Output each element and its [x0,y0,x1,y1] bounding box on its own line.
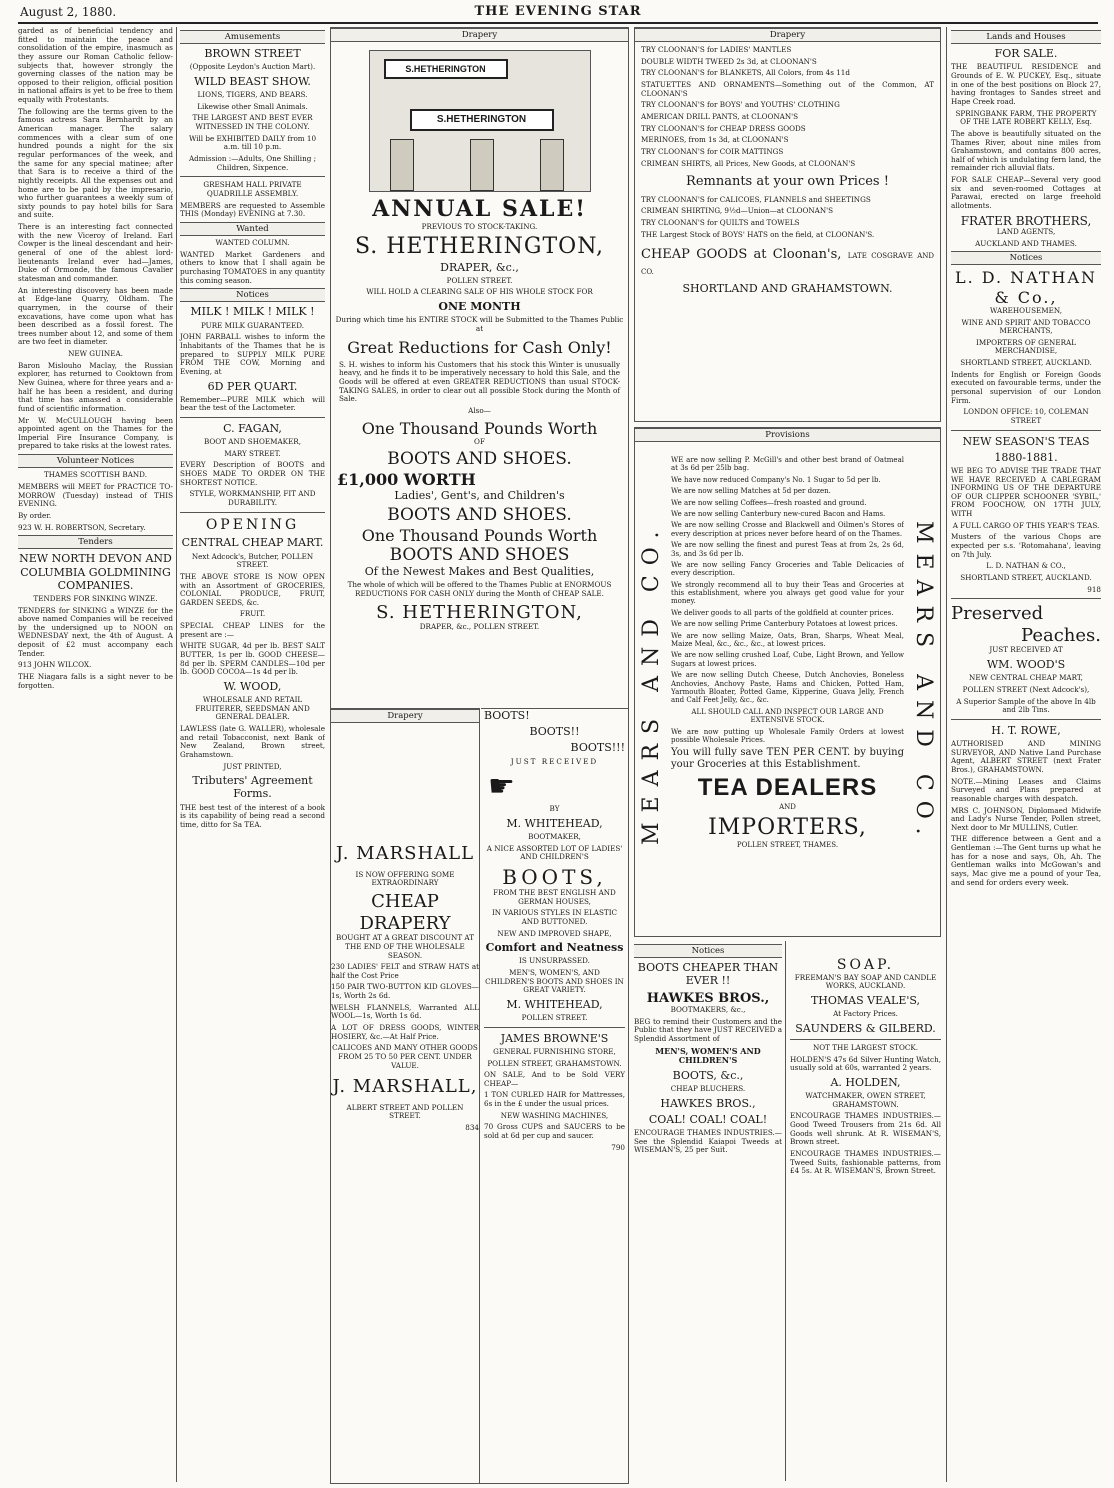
ad-text: THE difference between a Gent and a Gentleman :—The Gent turns up what he has for a nose and says, Oh, Ah. The Gentleman walks into McGowan's and says, Mac give me a pound of your Tea, and send for orders every week. [951,834,1101,887]
ad-text: CALICOES AND MANY OTHER GOODS FROM 25 TO 50 PER CENT. UNDER VALUE. [332,1043,478,1070]
ad-text: Next Adcock's, Butcher, POLLEN STREET. [191,551,314,570]
ad-headline: BOOTS! [484,709,530,722]
notice-text: By order. [18,510,52,520]
ad-text: SHORTLAND STREET, AUCKLAND. [960,358,1092,368]
ad-title: J. MARSHALL [335,843,475,865]
shop-door [470,139,494,191]
ad-subtitle: FRUIT. [239,609,266,619]
ad-text: At Factory Prices. [833,1009,898,1019]
ad-text: A NICE ASSORTED LOT OF LADIES' AND CHILDREN'S [486,843,623,862]
ad-title: A. HOLDEN, [830,1076,901,1090]
ad-title: FOR SALE. [994,47,1058,61]
ad-text: THE BEAUTIFUL RESIDENCE and Grounds of E. W. PUCKEY, Esq., situate in one of the best positions on Block 27, having frontages to Sandes street and Hape Creek road. [951,62,1101,106]
ad-text: POLLEN STREET. [521,1013,588,1023]
ad-text: POLLEN STREET, THAMES. [736,840,839,849]
ad-title: M. WHITEHEAD, [506,816,603,830]
section-header: Drapery [331,28,628,42]
ad-text: DRAPER, &c., [440,260,519,274]
ad-number: 790 [611,1142,625,1152]
ad-line: STATUETTES AND ORNAMENTS—Something out of the Common, AT CLOONAN'S [641,80,934,98]
article-paragraph: Baron Mislouho Maclay, the Russian explorer, has returned to Cooktown from New Guinea, where for three years and a-half he has been a resident, and during that time has amassed a considerable fund of scientific information. [18,360,173,413]
ad-line: TRY CLOONAN'S for BLANKETS, All Colors, from 4s 11d [641,68,850,78]
ad-line: We are now selling Prime Canterbury Potatoes at lowest prices. [671,620,898,629]
ad-text: MEMBERS are requested to Assemble THIS (Monday) EVENING at 7.30. [180,200,325,219]
ad-headline: IMPORTERS, [708,814,867,840]
cloonan-ad [634,27,941,422]
ad-text: LAND AGENTS, [996,227,1056,237]
shop-illustration [369,50,591,192]
ad-text: 1 TON CURLED HAIR for Mattresses, 6s in the £ under the usual prices. [484,1090,625,1109]
ad-headline: MEN'S, WOMEN'S AND CHILDREN'S [655,1045,761,1066]
advertisement-text: Mr W. McCULLOUGH having been appointed agent on the Thames for the Imperial Fire Insurance Company, is prepared to take risks at the lowest rates. [18,415,173,451]
ad-text: WATCHMAKER, OWEN STREET, GRAHAMSTOWN. [805,1091,926,1109]
ad-headline: £1,000 WORTH [337,469,476,489]
ad-title: ONE MONTH [438,300,521,314]
divider [951,430,1101,431]
ad-title: SOAP. [836,957,895,973]
ad-text: ALBERT STREET AND POLLEN STREET. [346,1102,464,1121]
column-3 [330,27,629,1484]
shop-door [390,139,414,191]
ad-number: 834 [465,1123,479,1133]
ad-line: TRY CLOONAN'S for BOYS' and YOUTHS' CLOTHING [641,100,840,110]
ad-text: EVERY Description of BOOTS and SHOES MADE TO ORDER ON THE SHORTEST NOTICE. [180,460,325,487]
ad-line: AMERICAN DRILL PANTS, at CLOONAN'S [641,112,799,122]
ad-subtitle: CHEAP BLUCHERS. [670,1084,746,1094]
soap-ad [790,941,941,1481]
ad-line: THE Largest Stock of BOYS' HATS on the field, at CLOONAN'S. [641,229,875,239]
ad-text: BOOTMAKERS, &c., [670,1005,746,1015]
ad-text: Admission :—Adults, One Shilling ; Children, Sixpence. [188,154,317,172]
pointing-hand-icon: ☛ [488,769,515,805]
divider [180,176,325,177]
ad-headline: BOOTS!!! [570,741,625,755]
ad-text: L. D. NATHAN & CO., [986,561,1066,571]
vertical-banner-right: MEARS AND CO. [911,521,936,845]
ad-text: DRAPER, &c., POLLEN STREET. [419,622,540,632]
ad-title: HAWKES BROS., [646,990,770,1006]
cheap-goods: CHEAP GOODS at Cloonan's, [641,247,842,263]
ad-text: THE LARGEST AND BEST EVER WITNESSED IN THE COLONY. [192,113,313,132]
ad-line: TRY CLOONAN'S for COIR MATTINGS [641,146,784,156]
divider [484,1027,625,1028]
ad-headline: BOOTS, [502,864,607,889]
ad-text: IS UNSURPASSED. [519,956,590,966]
ad-text: MRS C. JOHNSON, Diplomaed Midwife and Lady's Nurse Tender, Pollen street, Next door to Mr MULLINS, Cutler. [951,805,1101,832]
notice-text: MEMBERS will MEET for PRACTICE TO-MORROW (Tuesday) instead of THIS EVENING. [18,481,173,509]
ad-headline: COAL! COAL! COAL! [648,1112,768,1126]
ad-line: We have now reduced Company's No. 1 Sugar to 5d per lb. [671,475,881,484]
ad-text: Also— [468,405,491,415]
shop-door [540,139,564,191]
ad-text: PREVIOUS TO STOCK-TAKING. [421,221,538,231]
ad-text: LAWLESS (late G. WALLER), wholesale and retail Tobacconist, next Bank of New Zealand, Brown street, Grahamstown. [180,724,325,759]
ad-title: JUST PRINTED, [223,761,282,771]
ad-text: POLLEN STREET. [446,275,513,285]
ad-text: JUST RECEIVED [510,756,599,766]
ad-headline: Peaches. [1021,624,1101,646]
notice-signature: 913 JOHN WILCOX. [18,660,92,670]
ad-text: BOOT AND SHOEMAKER, [204,437,301,447]
ad-text: NEW CENTRAL CHEAP MART, [969,673,1083,683]
notice-signature: 923 W. H. ROBERTSON, Secretary. [18,522,146,532]
ad-text: IS NOW OFFERING SOME EXTRAORDINARY [355,869,455,888]
ad-line: We are now selling Coffees—fresh roasted and ground. [671,498,867,507]
ad-headline: One Thousand Pounds Worth [361,525,598,545]
ad-title: GRESHAM HALL PRIVATE QUADRILLE ASSEMBLY. [203,180,302,198]
ad-line: We are now selling Matches at 5d per dozen. [671,487,831,496]
column-4 [634,27,941,1482]
ad-text: HOLDEN'S 47s 6d Silver Hunting Watch, usually sold at 60s, warranted 2 years. [790,1054,941,1073]
section-header: Notices [634,944,782,958]
ad-text: ON SALE, And to be Sold VERY CHEAP— [484,1070,625,1088]
ad-text: Ladies', Gent's, and Children's [394,488,565,502]
provisions-list [671,456,904,926]
ad-title: S. HETHERINGTON, [354,234,605,260]
ad-text: MARY STREET. [224,448,281,458]
divider [180,417,325,418]
ad-text: NEW WASHING MACHINES, [500,1110,609,1120]
ad-text: 230 LADIES' FELT and STRAW HATS at half the Cost Price [331,962,479,980]
ad-text: 150 PAIR TWO-BUTTON KID GLOVES—1s, Worth 2s 6d. [331,982,479,1001]
ad-headline: ANNUAL SALE! [372,196,587,223]
notice-subtitle: TENDERS FOR SINKING WINZE. [33,593,158,603]
divider [951,719,1101,720]
mears-ad [634,427,941,937]
ad-text: Indents for English or Foreign Goods executed on favourable terms, under the personal supervision of our London Firm. [951,369,1101,405]
article-heading: NEW GUINEA. [68,349,123,359]
ad-line: CRIMEAN SHIRTING, 9½d—Union—at CLOONAN'S [641,206,834,216]
section-header: Tenders [18,535,173,549]
ad-text: STYLE, WORKMANSHIP, FIT AND DURABILITY. [189,489,316,507]
ad-title: M. WHITEHEAD, [506,997,603,1011]
ad-headline: BOOTS AND SHOES. [387,449,572,470]
ad-text: Will be EXHIBITED DAILY from 10 a.m. till 10 p.m. [188,133,317,152]
ad-text: THE best test of the interest of a book is its capability of being read a second time, ditto for Sa TEA. [180,802,325,829]
ad-text: WELSH FLANNELS, Warranted ALL WOOL—1s, Worth 1s 6d. [331,1002,479,1021]
ad-text: AUTHORISED AND MINING SURVEYOR, AND Native Land Purchase Agent, ALBERT STREET (next Frater Bros.), GRAHAMSTOWN. [951,739,1101,774]
ad-text: S. H. wishes to inform his Customers that his stock this Winter is unusually heavy, and he finds it to be imperatively necessary to hold this Sale, and the Goods will be offered at even GREATER REDUCTIONS than usual STOCK-TAKING SALES, in order to clear out all possible Stock during the Month of Sale. [339,359,620,404]
ad-line: We are now putting up Wholesale Family Orders at lowest possible Wholesale Prices. [671,727,904,744]
ad-price: 6D PER QUART. [207,379,298,393]
ad-headline: BOOTS CHEAPER THAN EVER !! [637,961,779,988]
ad-text: SHORTLAND STREET, AUCKLAND. [960,572,1092,582]
ad-text: SPECIAL CHEAP LINES for the present are :— [180,621,325,639]
ad-line: You will fully save TEN PER CENT. by buying your Groceries at this Establishment. [671,747,904,771]
ad-text: WANTED Market Gardeners and others to know that I shall again be purchasing TOMATOES in any quantity this coming season. [180,249,325,285]
ad-text: BY [549,804,560,814]
ad-text: WHOLESALE AND RETAIL FRUITERER, SEEDSMAN AND GENERAL DEALER. [195,695,310,722]
ad-text: 1880-1881. [994,450,1058,464]
ad-title: J. MARSHALL, [332,1076,478,1098]
ad-number: 918 [1087,584,1101,594]
section-header: Drapery [635,28,940,42]
ad-text: BEG to remind their Customers and the Public that they have JUST RECEIVED a Splendid Assortment of [634,1016,782,1044]
top-rule [18,22,1098,24]
ad-line: ALL SHOULD CALL AND INSPECT OUR LARGE AND EXTENSIVE STOCK. [691,707,884,725]
vertical-banner-left: MEARS AND CO. [639,521,664,845]
ad-title: Tributers' Agreement Forms. [192,774,313,801]
hawkes-ad [634,941,786,1481]
ad-headline: Preserved [951,603,1044,625]
ad-text: AND [779,803,796,812]
ad-title: NEW SEASON'S TEAS [962,434,1090,448]
ad-title: MILK ! MILK ! MILK ! [190,305,315,319]
ad-line: We are now selling Fancy Groceries and Table Delicacies of every description. [671,560,904,578]
ad-text: WILL HOLD A CLEARING SALE OF HIS WHOLE STOCK FOR [366,287,593,297]
shop-sign: S.HETHERINGTON [384,59,508,79]
ad-line: We are now selling Canterbury new-cured Bacon and Hams. [671,509,886,518]
ad-line: TRY CLOONAN'S for QUILTS and TOWELS [641,218,800,228]
ad-line: We are now selling Crosse and Blackwell and Oilmen's Stores of every description at prices never before heard of on the Thames. [671,521,904,538]
ad-title: H. T. ROWE, [991,723,1061,737]
ad-text: Likewise other Small Animals. [197,101,308,111]
ad-title: WILD BEAST SHOW. [194,75,311,89]
ad-text: OF [474,436,485,446]
ad-title: OPENING [205,516,300,533]
ad-text: During which time his ENTIRE STOCK will be Submitted to the Thames Public at [335,315,624,333]
ad-text: The above is beautifully situated on the Thames River, about nine miles from Grahamstown, and contains 800 acres, half of which is undulating fern land, the remainder rich alluvial flats. [951,128,1101,173]
ad-title: C. FAGAN, [223,421,282,435]
ad-text: MEN'S, WOMEN'S, AND CHILDREN'S BOOTS AND SHOES IN GREAT VARIETY. [485,967,624,995]
ad-text: POLLEN STREET (Next Adcock's), [962,684,1090,694]
ad-title: WANTED COLUMN. [215,238,290,248]
ad-text: LONDON OFFICE: 10, COLEMAN STREET [963,407,1089,425]
section-header: Notices [180,288,325,302]
notice-title: NEW NORTH DEVON AND COLUMBIA GOLDMINING COMPANIES. [19,552,172,592]
ad-line: MERINOES, from 1s 3d, at CLOONAN'S [641,135,789,145]
ad-text: FROM THE BEST ENGLISH AND GERMAN HOUSES, [493,887,616,906]
ad-title: S. HETHERINGTON, [376,601,583,623]
notice-text: TENDERS for SINKING a WINZE for the above named Companies will be received by the undersigned up to NOON on WEDNESDAY next, the 4th of August. A deposit of £2 must accompany each Tender. [18,605,173,658]
ad-text: (Opposite Leydon's Auction Mart). [189,62,316,72]
ad-headline [641,247,934,278]
ad-text: ENCOURAGE THAMES INDUSTRIES.—Tweed Suits, fashionable patterns, from £4 5s. At R. WISEMAN'S, Brown Street. [790,1149,941,1176]
ad-text: LIONS, TIGERS, AND BEARS. [197,90,308,100]
marshall-ad [331,708,480,1484]
ad-headline: BOOTS!! [529,725,580,739]
ad-title: THOMAS VEALE'S, [810,994,921,1008]
ad-line: We are now selling Maize, Oats, Bran, Sharps, Wheat Meal, Maize Meal, &c., &c., &c., at lowest prices. [671,631,904,649]
section-header: Drapery [331,709,479,723]
late-cosgrave: LATE COSGRAVE AND CO. [641,252,934,276]
ad-text: Of the Newest Makes and Best Qualities, [364,565,595,579]
ad-title: JAMES BROWNE'S [500,1031,609,1045]
ad-text: NEW AND IMPROVED SHAPE, [497,928,612,938]
ad-line: TRY CLOONAN'S for CHEAP DRESS GOODS [641,123,806,133]
ad-title: SPRINGBANK FARM, THE PROPERTY OF THE LATE ROBERT KELLY, Esq. [955,108,1097,127]
column-5 [946,27,1101,1482]
ad-text: JUST RECEIVED AT [989,645,1063,655]
article-paragraph: THE Niagara falls is a sight never to be forgotten. [18,672,173,690]
ad-text: SHORTLAND AND GRAHAMSTOWN. [682,281,893,295]
notice-title: THAMES SCOTTISH BAND. [44,470,147,480]
ad-text: IMPORTERS OF GENERAL MERCHANDISE, [976,337,1076,356]
ad-text: AUCKLAND AND THAMES. [975,238,1077,248]
divider [951,598,1101,599]
ad-headline: Comfort and Neatness [485,941,624,955]
ad-text: Remember—PURE MILK which will bear the test of the Lactometer. [180,394,325,413]
ad-text: POLLEN STREET, GRAHAMSTOWN. [487,1058,622,1068]
ad-title: HAWKES BROS., [660,1096,756,1110]
article-paragraph: The following are the terms given to the famous actress Sara Bernhardt by an American manager. The salary commences with a clear sum of one hundred pounds a night for the six regular performances of the week, and the same for any special matinee; after that Sara is to receive a third of the nightly receipts. All the expenses out and home are to be paid by the impresario, who further guarantees a weekly sum of sixty pounds to pay hotel bills for Sara and suite. [18,106,173,220]
issue-date: August 2, 1880. [20,5,117,19]
section-header: Wanted [180,222,325,236]
ad-text: WHITE SUGAR, 4d per lb. BEST SALT BUTTER, 1s per lb. GOOD CHEESE—8d per lb. SPERM CANDLES—10d per lb. GOOD COCOA—1s 4d per lb. [180,641,325,677]
article-paragraph: An interesting discovery has been made at Edge-lane Quarry, Oldham. The quarrymen, in the course of their excavations, have come upon what has been described as a fossil forest. The trees number about 12, and some of them are two feet in diameter. [18,285,173,347]
section-header: Volunteer Notices [18,454,173,468]
ad-headline: Remnants at your own Prices ! [686,174,889,190]
ad-line: WE are now selling P. McGill's and other best brand of Oatmeal at 3s 6d per 25lb bag. [671,456,904,473]
divider [790,1039,941,1040]
ad-line: We deliver goods to all parts of the goldfield at counter prices. [671,608,894,617]
ad-line: DOUBLE WIDTH TWEED 2s 3d, at CLOONAN'S [641,56,817,66]
ad-text: FREEMAN'S BAY SOAP AND CANDLE WORKS, AUCKLAND. [794,972,937,991]
ad-title: L. D. NATHAN & Co., [954,268,1098,307]
whitehead-ad [481,708,628,1483]
ad-subtitle: NOT THE LARGEST STOCK. [813,1043,918,1053]
ad-text: WE BEG TO ADVISE THE TRADE THAT WE HAVE RECEIVED A CABLEGRAM INFORMING US OF THE DEPARTURE OF OUR CLIPPER SCHOONER 'SYBIL,' FROM FOOCHOW, ON 17TH JULY, WITH [951,465,1101,519]
ad-line: TRY CLOONAN'S for LADIES' MANTLES [641,45,792,55]
article-paragraph: garded as of beneficial tendency and fitted to maintain the peace and consolidation of the empire, inasmuch as they assure our Roman Catholic fellow-subjects that, however strongly the governing classes of the nation may be opposed to their religion, official position in national affairs is yet to be free to them equally with Protestants. [18,27,173,105]
ad-text: ENCOURAGE THAMES INDUSTRIES.—See the Splendid Kaiapoi Tweeds at WISEMAN'S, 25 per Suit. [634,1128,782,1155]
section-header: Amusements [180,30,325,44]
ad-title: W. WOOD, [223,679,282,693]
ad-text: A Superior Sample of the above In 4lb and 2lb Tins. [956,696,1096,715]
ad-title: FRATER BROTHERS, [960,213,1092,228]
ad-text: THE ABOVE STORE IS NOW OPEN with an Assortment of GROCERIES, COLONIAL PRODUCE, FRUIT, GARDEN SEEDS, &c. [180,571,325,607]
shop-sign: S.HETHERINGTON [410,109,554,131]
ad-text: BOOTMAKER, [528,832,581,842]
section-header: Lands and Houses [951,30,1101,44]
cloonan-list [635,42,940,302]
ad-text: JOHN FARBALL wishes to inform the Inhabitants of the Thames that he is prepared to SUPPLY MILK PURE FROM THE COW, Morning and Evening, at [180,332,325,376]
ad-text: WAREHOUSEMEN, [990,305,1062,315]
ad-text: The whole of which will be offered to the Thames Public at ENORMOUS REDUCTIONS FOR CASH ONLY during the Month of CHEAP SALE. [347,580,612,598]
paper-title: THE EVENING STAR [474,4,642,19]
ad-text: ENCOURAGE THAMES INDUSTRIES.—Good Tweed Trousers from 21s 6d. All Goods well shrunk. At R. WISEMAN'S, Brown street. [790,1111,941,1147]
ad-line: We are now selling Dutch Cheese, Dutch Anchovies, Boneless Anchovies, Anchovy Paste, Hams and Chicken, Potted Ham, Yarmouth Bloater, Potted Game, Kipperine, Guava Jelly, French and Calf Feet Jelly, &c., &c. [671,671,904,705]
column-2 [176,27,325,1482]
ad-headline: One Thousand Pounds Worth [361,418,598,438]
ad-headline: Great Reductions for Cash Only! [347,337,612,357]
ad-text: 70 Gross CUPS and SAUCERS to be sold at 6d per cup and saucer. [484,1122,625,1141]
column-1 [18,27,173,1482]
ad-text: Musters of the various Chops are expected per s.s. 'Rotomahana', leaving on 7th July. [951,532,1101,559]
divider [180,512,325,513]
ad-line: We strongly recommend all to buy their Teas and Groceries at this establishment, where you always get good value for your money. [671,580,904,606]
ad-text: PURE MILK GUARANTEED. [200,320,305,330]
ad-text: BOOTS, &c., [672,1068,744,1082]
ad-text: A FULL CARGO OF THIS YEAR'S TEAS. [952,520,1100,530]
section-header: Notices [951,251,1101,265]
ad-title: CENTRAL CHEAP MART. [181,536,324,550]
ad-headline: TEA DEALERS [697,774,878,802]
ad-text: GENERAL FURNISHING STORE, [493,1046,616,1056]
ad-title: BROWN STREET [204,47,301,61]
section-header: Provisions [635,428,940,442]
ad-title: SAUNDERS & GILBERD. [795,1021,936,1035]
ad-headline: BOOTS AND SHOES. [387,505,572,526]
article-paragraph: There is an interesting fact connected with the new Viceroy of Ireland. Earl Cowper is the lineal descendant and heir-general of one of the ablest lord-lieutenants Ireland ever had—James, Duke of Ormonde, the famous Cavalier statesman and commander. [18,222,173,283]
masthead [18,4,1098,22]
ad-line: CRIMEAN SHIRTS, all Prices, New Goods, at CLOONAN'S [641,158,856,168]
ad-line: We are now selling the finest and purest Teas at from 2s, 2s 6d, 3s, and 3s 6d per lb. [671,541,904,558]
ad-text: IN VARIOUS STYLES IN ELASTIC AND BUTTONED. [491,908,618,926]
ad-line: TRY CLOONAN'S for CALICOES, FLANNELS and SHEETINGS [641,194,871,204]
ad-text: BOUGHT AT A GREAT DISCOUNT AT THE END OF THE WHOLESALE SEASON. [335,933,474,960]
ad-text: WINE AND SPIRIT AND TOBACCO MERCHANTS, [961,317,1091,336]
ad-headline: CHEAP DRAPERY [359,891,451,934]
ad-line: We are now selling crushed Loaf, Cube, Light Brown, and Yellow Sugars at lowest prices. [671,651,904,668]
ad-headline: BOOTS AND SHOES [389,544,570,565]
hetherington-ad [331,28,628,708]
ad-title: WM. WOOD'S [986,658,1066,672]
ad-text: NOTE.—Mining Leases and Claims Surveyed and Plans prepared at reasonable charges with despatch. [951,776,1101,803]
ad-text: A LOT OF DRESS GOODS, WINTER HOSIERY, &c.—At Half Price. [331,1023,479,1041]
ad-text: FOR SALE CHEAP—Several very good six and seven-roomed Cottages at Parawai, erected on large freehold allotments. [951,175,1101,210]
